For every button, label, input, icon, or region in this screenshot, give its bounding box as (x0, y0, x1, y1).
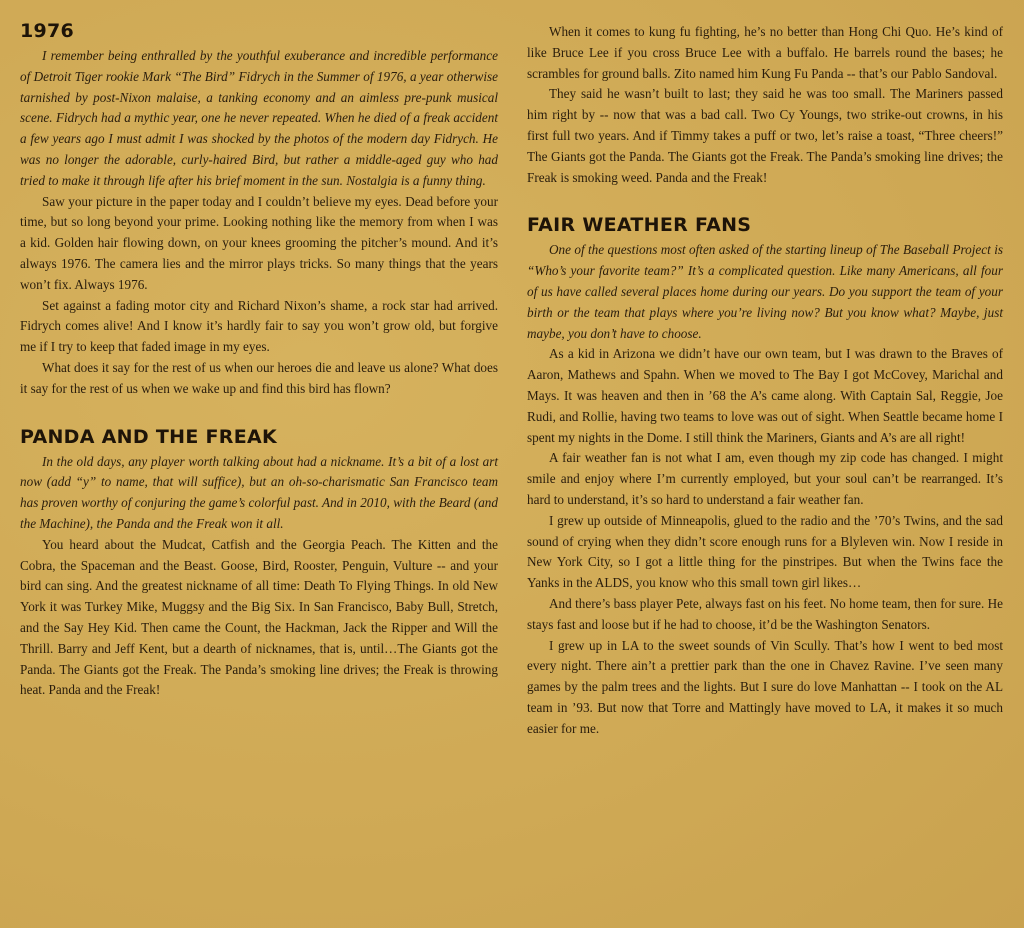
heading-1976: 1976 (20, 20, 75, 42)
lyric-paragraph: When it comes to kung fu fighting, he’s no better than Hong Chi Quo. He’s kind of like Bruce Lee if you cross Bruce Lee with a buffalo. He barrels round the bases; he scrambles for ground balls. Zito named him Kung Fu Panda -- that’s our Pablo Sandoval. (527, 24, 1003, 81)
intro-fair-weather: One of the questions most often asked of the starting lineup of The Baseball Project is “Who’s your favorite team?” It’s a complicated question. Like many Americans, all four of us have called several places home during our years. Do you support the team of your birth or the team that plays where you’re living now? But you know what? Maybe, just maybe, you don’t have to choose. (527, 242, 1003, 341)
section-1976 (20, 20, 498, 400)
heading-fair-weather-fans: FAIR WEATHER FANS (527, 214, 752, 237)
lyric-paragraph: As a kid in Arizona we didn’t have our own team, but I was drawn to the Braves of Aaron, Mathews and Spahn. When we moved to The Bay I got McCovey, Marichal and Mays. It was heaven and then in ’68 the A’s came along. With Captain Sal, Reggie, Joe Rudi, and Rollie, having two teams to love was out of sight. When Seattle became home I spent my nights in the Dome. I still think the Mariners, Giants and A’s are all right! (527, 346, 1003, 445)
left-column (20, 0, 498, 701)
section-fair-weather-fans (527, 214, 1003, 739)
section-panda-and-the-freak (20, 426, 498, 702)
lyric-paragraph: Set against a fading motor city and Richard Nixon’s shame, a rock star had arrived. Fidrych comes alive! And I know it’s hardly fair to say you won’t grow old, but forgive me if I try to keep that faded image in my eyes. (20, 297, 498, 355)
lyric-paragraph: You heard about the Mudcat, Catfish and the Georgia Peach. The Kitten and the Cobra, the Spaceman and the Beast. Goose, Bird, Rooster, Penguin, Vulture -- and your bird can sing. And the greatest nickname of all time: Death To Flying Things. In old New York it was Turkey Mike, Muggsy and the Big Six. In San Francisco, Baby Bull, Stretch, and the Say Hey Kid. Then came the Count, the Hackman, Jack the Ripper and Will the Thrill. Barry and Jeff Kent, but a dearth of nicknames, that is, until…The Giants got the Panda. The Giants got the Freak. The Panda’s smoking line drives; the Freak is throwing heat. Panda and the Freak! (20, 536, 498, 698)
lyric-paragraph: I grew up in LA to the sweet sounds of Vin Scully. That’s how I went to bed most every night. There ain’t a prettier park than the one in Chavez Ravine. I’ve seen many games by the palm trees and the lights. But I sure do love Manhattan -- I took on the AL team in ’93. But now that Torre and Mattingly have moved to LA, it makes it so much easier for me. (527, 637, 1003, 736)
intro-panda: In the old days, any player worth talking about had a nickname. It’s a bit of a lost art now (add “y” to name, that will suffice), but an oh-so-charismatic San Francisco team has proven worthy of conjuring the game’s colorful past. And in 2010, with the Beard (and the Machine), the Panda and the Freak won it all. (20, 453, 498, 531)
lyric-paragraph: They said he wasn’t built to last; they said he was too small. The Mariners passed him right by -- now that was a bad call. Two Cy Youngs, two strike-out crowns, in his first full two years. And if Timmy takes a puff or two, let’s raise a toast, “Three cheers!” The Giants got the Panda. The Giants got the Freak. The Panda’s smoking line drives; the Freak is smoking weed. Panda and the Freak! (527, 86, 1003, 185)
section-panda-continued (527, 22, 1003, 188)
lyric-paragraph: What does it say for the rest of us when our heroes die and leave us alone? What does it say for the rest of us when we wake up and find this bird has flown? (20, 359, 498, 396)
right-column (527, 0, 1003, 740)
heading-panda-and-the-freak: PANDA AND THE FREAK (20, 425, 278, 448)
lyric-paragraph: I grew up outside of Minneapolis, glued to the radio and the ’70’s Twins, and the sad sound of crying when they didn’t score enough runs for a Blyleven win. Now I reside in New York City, so I got a little thing for the pinstripes. But when the Twins face the Yanks in the ALDS, you know who this small town girl likes… (527, 512, 1003, 591)
lyric-paragraph: A fair weather fan is not what I am, even though my zip code has changed. I might smile and enjoy where I’m currently employed, but your soul can’t be rearranged. It’s hard to understand, it’s so hard to understand a fair weather fan. (527, 450, 1003, 507)
lyric-paragraph: And there’s bass player Pete, always fast on his feet. No home team, then for sure. He stays fast and loose but if he had to choose, it’d be the Washington Senators. (527, 595, 1003, 632)
intro-1976: I remember being enthralled by the youthful exuberance and incredible performance of Detroit Tiger rookie Mark “The Bird” Fidrych in the Summer of 1976, a year otherwise tarnished by post-Nixon malaise, a tanking economy and an aimless pre-punk musical scene. Fidrych had a mythic year, one he never repeated. When he died of a freak accident a few years ago I must admit I was shocked by the photos of the modern day Fidrych. He was no longer the adorable, curly-haired Bird, but rather a middle-aged guy who had tried to make it through life after his brief moment in the sun. Nostalgia is a funny thing. (20, 48, 498, 188)
lyric-paragraph: Saw your picture in the paper today and I couldn’t believe my eyes. Dead before your time, but so long beyond your prime. Looking nothing like the memory from when I was a kid. Golden hair flowing down, on your knees grooming the pitcher’s mound. And it’s always 1976. The camera lies and the mirror plays tricks. So many things that the years won’t fix. Always 1976. (20, 193, 498, 292)
